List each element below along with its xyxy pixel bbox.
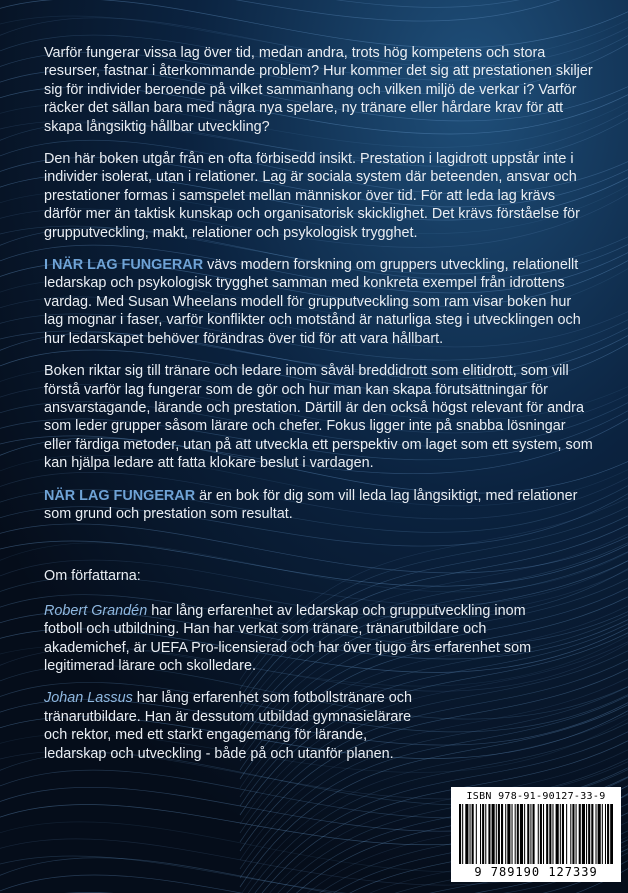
barcode-bar: [465, 804, 468, 864]
barcode-bar: [501, 804, 503, 864]
barcode-bar: [498, 804, 500, 864]
isbn-barcode: [451, 787, 621, 882]
barcode-bar: [527, 804, 529, 864]
book-title-highlight: NÄR LAG FUNGERAR: [44, 487, 196, 504]
paragraph-3: [44, 256, 594, 348]
barcode-bar: [588, 804, 590, 864]
isbn-label: ISBN 978-91-90127-33-9: [466, 791, 606, 802]
barcode-bar: [552, 804, 553, 864]
barcode-bar: [533, 804, 535, 864]
barcode-bar: [492, 804, 495, 864]
author-bio-2: [44, 689, 414, 763]
paragraph-text: Boken riktar sig till tränare och ledare inom såväl breddidrott som elitidrott, som vill förstå varför lag fungerar som de gör och hur man kan skapa förutsättningar för ansvarstagande, lärande och prestation. Därtill är den också högst relevant för andra som leder grupper såsom lärare och chefer. Fokus ligger inte på snabba lösningar eller färdiga metoder, utan på att utveckla ett perspektiv om laget som ett system, som kan hjälpa ledare att fatta klokare beslut i vardagen.: [44, 363, 593, 472]
barcode-bar: [582, 804, 585, 864]
barcode-bar: [488, 804, 490, 864]
barcode-bar: [524, 804, 525, 864]
barcode-bar: [515, 804, 516, 864]
barcode-bar: [482, 804, 484, 864]
barcode-bar: [598, 804, 601, 864]
barcode-bar: [602, 804, 603, 864]
barcode-bar: [579, 804, 581, 864]
paragraph-text: Den här boken utgår från en ofta förbisedd insikt. Prestation i lagidrott uppstår inte i individer isolerat, utan i relationer. Lag är sociala system där beteenden, ansvar och prestationer formas i samspelet mellan människor över tid. För att leda lag krävs därför mer än taktisk kunskap och organisatorisk skicklighet. Det krävs förståelse för grupputveckling, makt, relationer och psykologisk trygghet.: [44, 151, 580, 241]
barcode-bar: [605, 804, 606, 864]
description-paragraphs: [44, 44, 594, 523]
author-bio-text-1: har lång erfarenhet av ledarskap och grupputveckling inom fotboll och utbildning. Han har verkat som tränare, tränarutbildare och akademichef, är UEFA Pro-licensierad och har över tjugo års erfarenhet som legitimerad lärare och skolledare.: [44, 602, 532, 674]
authors-heading: Om författarna:: [44, 568, 141, 585]
back-cover-text: [44, 44, 594, 777]
paragraph-5: [44, 487, 594, 524]
barcode-bar: [507, 804, 510, 864]
barcode-bar: [505, 804, 506, 864]
barcode-bar: [459, 804, 461, 864]
author-name-1: Robert Grandén: [44, 602, 148, 619]
barcode-bar: [570, 804, 571, 864]
barcode-bar: [591, 804, 593, 864]
barcode-bar: [485, 804, 486, 864]
barcode-bar: [512, 804, 513, 864]
barcode-bar: [530, 804, 531, 864]
author-name-2: Johan Lassus: [44, 690, 133, 707]
paragraph-text: vävs modern forskning om gruppers utveckling, relationellt ledarskap och psykologisk trygghet samman med konkreta exempel från idrottens vardag. Med Susan Wheelans modell för grupputveckling som ram visar boken hur lag mognar i faser, varför konflikter och motstånd är naturliga steg i utvecklingen och hur ledarskapet behöver förändras över tid för att vara hållbart.: [44, 257, 581, 347]
paragraph-2: [44, 150, 594, 242]
barcode-bar: [576, 804, 577, 864]
barcode-bar: [549, 804, 551, 864]
author-bio-text-2: har lång erfarenhet som fotbollstränare och tränarutbildare. Han är dessutom utbildad gymnasielärare och rektor, med ett starkt engagemang för lärande, ledarskap och utveckling - både på och utanför planen.: [44, 690, 412, 762]
barcode-bar: [543, 804, 544, 864]
barcode-bar: [596, 804, 597, 864]
author-bio-1: [44, 602, 564, 676]
barcode-bar: [572, 804, 574, 864]
barcode-bars: [459, 804, 613, 864]
barcode-bar: [496, 804, 497, 864]
barcode-bar: [610, 804, 613, 864]
barcode-bar: [462, 804, 463, 864]
barcode-bar: [546, 804, 548, 864]
barcode-bar: [586, 804, 587, 864]
barcode-bar: [560, 804, 561, 864]
barcode-bar: [520, 804, 523, 864]
paragraph-4: [44, 362, 594, 472]
barcode-bar: [607, 804, 609, 864]
paragraph-1: [44, 44, 594, 136]
book-title-highlight: I NÄR LAG FUNGERAR: [44, 257, 204, 274]
barcode-digits: 9 789190 127339: [474, 865, 598, 879]
barcode-bar: [476, 804, 477, 864]
barcode-bar: [538, 804, 539, 864]
barcode-bar: [556, 804, 559, 864]
paragraph-text: är en bok för dig som vill leda lag långsiktigt, med relationer som grund och prestation som resultat.: [44, 487, 578, 522]
barcode-bar: [540, 804, 542, 864]
barcode-bar: [480, 804, 481, 864]
barcode-bar: [517, 804, 519, 864]
barcode-bar: [562, 804, 564, 864]
paragraph-text: Varför fungerar vissa lag över tid, medan andra, trots hög kompetens och stora resurser, fastnar i återkommande problem? Hur kommer det sig att prestationen skiljer sig för individer beroende på vilket sammanhang och vilken miljö de verkar i? Varför räcker det sällan bara med några nya spelare, ny tränare eller hårdare krav för att skapa långsiktig hållbar utveckling?: [44, 45, 593, 135]
barcode-bar: [566, 804, 567, 864]
barcode-bar: [472, 804, 474, 864]
barcode-bar: [470, 804, 471, 864]
